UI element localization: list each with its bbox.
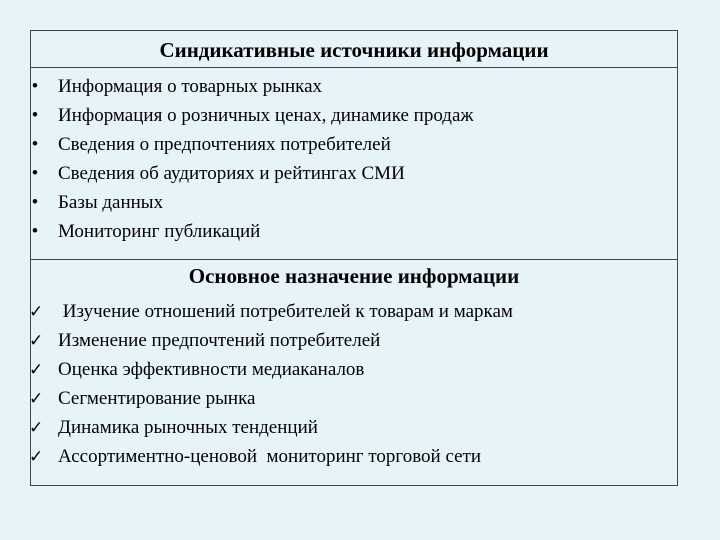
list-item-text: Изменение предпочтений потребителей [58, 330, 381, 351]
checkmark-icon: ✓ [29, 418, 44, 437]
divider-line [31, 67, 677, 68]
purpose-list [31, 299, 677, 473]
checkmark-icon: ✓ [29, 447, 44, 466]
bullet-icon: • [31, 192, 39, 213]
list-item-text: Сегментирование рынка [58, 388, 256, 409]
checkmark-icon: ✓ [29, 331, 44, 350]
list-item-text: Мониторинг публикаций [58, 221, 261, 242]
list-item [31, 357, 677, 386]
bullet-icon: • [31, 76, 39, 97]
list-item [31, 161, 677, 190]
list-item-text: Динамика рыночных тенденций [58, 417, 318, 438]
list-item [31, 328, 677, 357]
bullet-icon: • [31, 163, 39, 184]
bullet-icon: • [31, 221, 39, 242]
list-item-text: Сведения об аудиториях и рейтингах СМИ [58, 163, 405, 184]
purpose-section-title: Основное назначение информации [188, 264, 520, 288]
checkmark-icon: ✓ [29, 389, 44, 408]
list-item-text: Базы данных [58, 192, 164, 213]
list-item [31, 103, 677, 132]
sources-section-title: Синдикативные источники информации [159, 38, 549, 62]
list-item [31, 386, 677, 415]
bullet-icon: • [31, 105, 39, 126]
list-item [31, 219, 677, 248]
list-item [31, 132, 677, 161]
sources-list [31, 74, 677, 248]
list-item-text: Информация о розничных ценах, динамике продаж [58, 105, 474, 126]
checkmark-icon: ✓ [29, 302, 44, 321]
list-item-text: Ассортиментно-ценовой мониторинг торговой сети [58, 446, 482, 467]
checkmark-icon: ✓ [29, 360, 44, 379]
list-item-text: Изучение отношений потребителей к товарам и маркам [58, 301, 513, 322]
list-item [31, 415, 677, 444]
list-item-text: Оценка эффективности медиаканалов [58, 359, 365, 380]
bullet-icon: • [31, 134, 39, 155]
list-item-text: Информация о товарных рынках [58, 76, 323, 97]
list-item [31, 444, 677, 473]
divider-line [31, 259, 677, 260]
list-item [31, 74, 677, 103]
content-frame [30, 30, 678, 486]
list-item [31, 190, 677, 219]
list-item-text: Сведения о предпочтениях потребителей [58, 134, 391, 155]
list-item [31, 299, 677, 328]
